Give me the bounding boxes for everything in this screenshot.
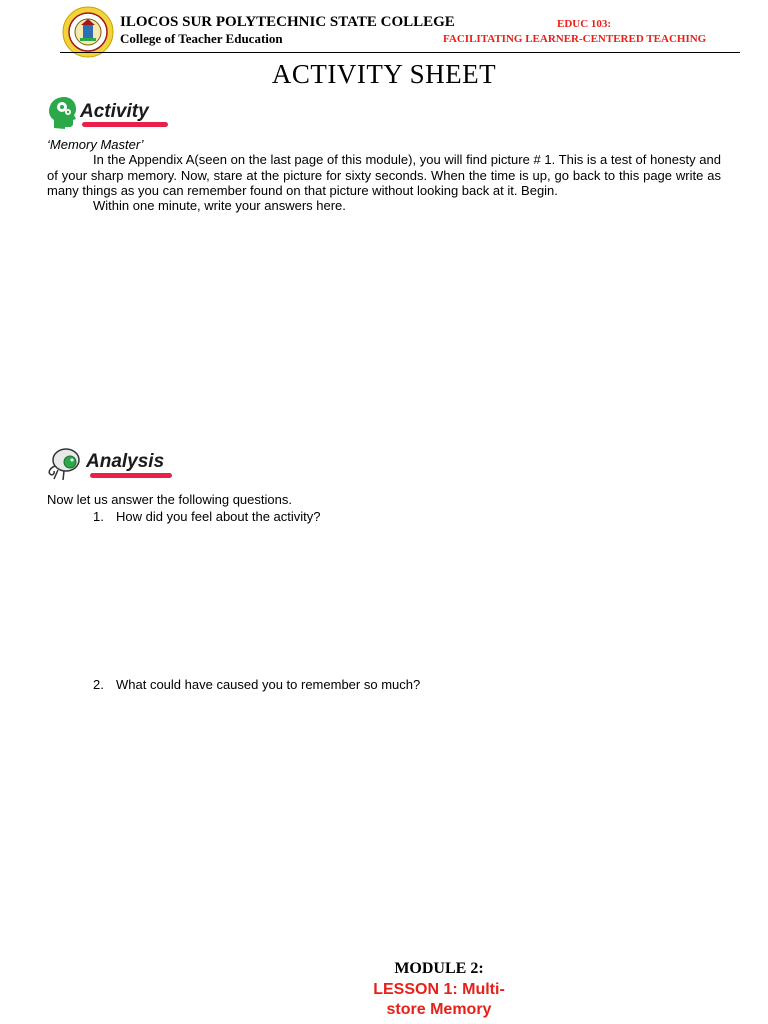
head-gears-icon	[48, 96, 78, 135]
question-number: 2.	[93, 677, 104, 692]
activity-prompt: Within one minute, write your answers here.	[93, 198, 346, 214]
analysis-intro: Now let us answer the following questions.	[47, 492, 292, 507]
list-item	[93, 677, 420, 692]
question-text: How did you feel about the activity?	[116, 509, 321, 524]
college-seal-icon	[62, 6, 114, 58]
analysis-badge	[44, 444, 174, 484]
activity-badge-label: Activity	[80, 101, 149, 122]
course-code: EDUC 103:	[557, 18, 612, 30]
magnifier-bug-icon	[44, 446, 86, 487]
list-item	[93, 509, 321, 524]
question-text: What could have caused you to remember so much?	[116, 677, 421, 692]
activity-section	[47, 137, 721, 213]
course-title: FACILITATING LEARNER-CENTERED TEACHING	[443, 33, 707, 45]
footer-module: MODULE 2:	[394, 960, 484, 977]
analysis-badge-label: Analysis	[86, 451, 165, 472]
activity-badge-underline	[82, 122, 168, 127]
page-title: ACTIVITY SHEET	[271, 59, 497, 89]
activity-instructions: In the Appendix A(seen on the last page of this module), you will find picture # 1. This is a test of honesty and of your sharp memory. Now, stare at the picture for sixty seconds. When the time is up, go back to this page write as many things as you can remember found on that picture without looking back at it. Begin.	[47, 152, 721, 198]
activity-badge	[46, 96, 170, 132]
activity-name: ‘Memory Master’	[47, 137, 144, 152]
question-number: 1.	[93, 509, 104, 524]
footer-lesson: LESSON 1: Multi-store Memory	[373, 981, 505, 1018]
analysis-badge-underline	[90, 473, 172, 478]
college-name: ILOCOS SUR POLYTECHNIC STATE COLLEGE	[120, 14, 455, 30]
college-department: College of Teacher Education	[120, 31, 283, 46]
header-divider	[60, 52, 740, 53]
